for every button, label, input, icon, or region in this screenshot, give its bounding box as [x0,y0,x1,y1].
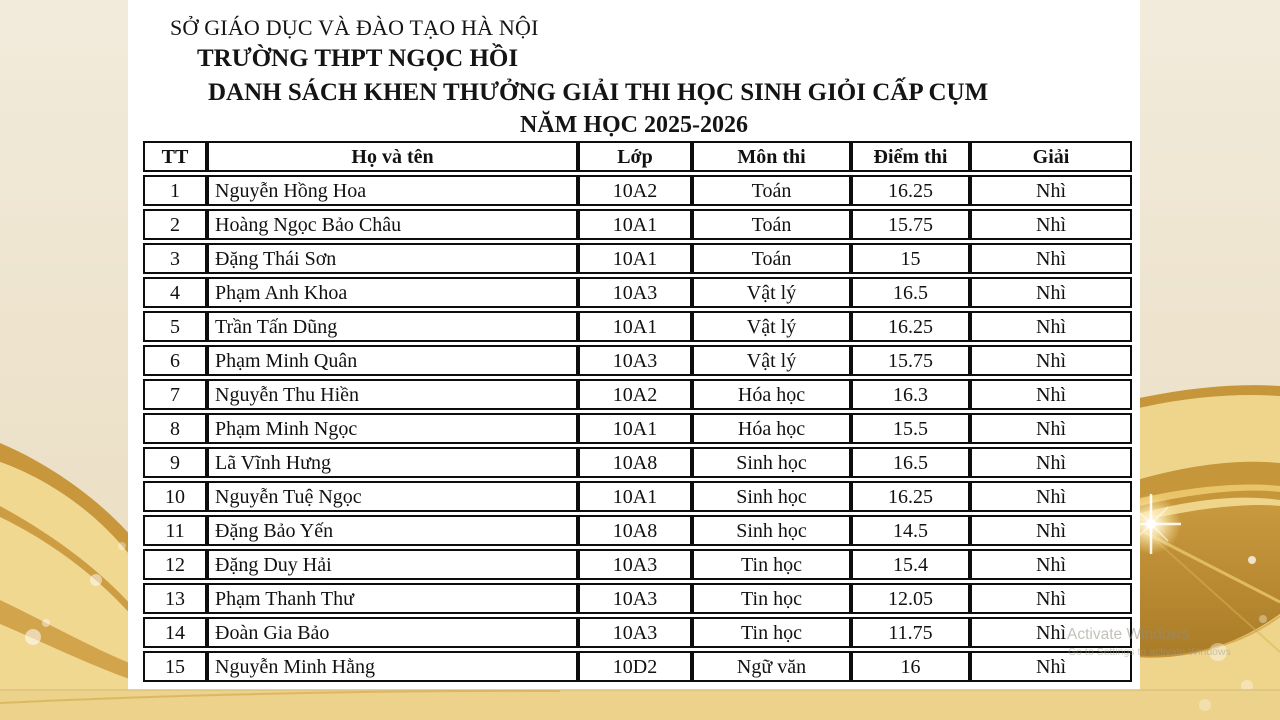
prize-cell: Nhì [970,175,1132,206]
class-cell: 10A8 [578,447,692,478]
table-row [143,345,1132,376]
prize-cell: Nhì [970,651,1132,682]
bottom-gold-band [0,690,1280,720]
bokeh-dot [42,619,50,627]
department-title: SỞ GIÁO DỤC VÀ ĐÀO TẠO HÀ NỘI [170,15,539,40]
subject-cell: Tin học [692,549,851,580]
tt-cell: 11 [143,515,207,546]
score-cell: 16.5 [851,447,970,478]
prize-cell: Nhì [970,549,1132,580]
table-row [143,209,1132,240]
table-row [143,175,1132,206]
table-row [143,447,1132,478]
name-cell: Phạm Thanh Thư [207,583,578,614]
column-header-tt: TT [143,141,207,172]
bokeh-dot [1259,615,1267,623]
class-cell: 10A1 [578,243,692,274]
class-cell: 10A8 [578,515,692,546]
bokeh-dot [25,629,41,645]
tt-cell: 7 [143,379,207,410]
score-cell: 16.25 [851,481,970,512]
subject-cell: Sinh học [692,481,851,512]
bokeh-dot [1209,643,1227,661]
class-cell: 10A3 [578,345,692,376]
table-row [143,243,1132,274]
bokeh-dot [1199,699,1211,711]
name-cell: Phạm Minh Quân [207,345,578,376]
table-row [143,515,1132,546]
bokeh-dot [90,574,102,586]
class-cell: 10A3 [578,549,692,580]
name-cell: Trần Tấn Dũng [207,311,578,342]
tt-cell: 15 [143,651,207,682]
tt-cell: 3 [143,243,207,274]
class-cell: 10D2 [578,651,692,682]
subject-cell: Toán [692,209,851,240]
table-row [143,549,1132,580]
watermark-line1: Activate Windows [1067,626,1190,643]
score-cell: 16.5 [851,277,970,308]
bokeh-dot [1248,556,1256,564]
table-body [143,175,1132,682]
subject-cell: Sinh học [692,515,851,546]
tt-cell: 5 [143,311,207,342]
document-title: DANH SÁCH KHEN THƯỞNG GIẢI THI HỌC SINH GIỎI CẤP CỤM [208,79,989,106]
table-row [143,277,1132,308]
name-cell: Nguyễn Minh Hằng [207,651,578,682]
column-header-class: Lớp [578,141,692,172]
subject-cell: Hóa học [692,413,851,444]
gold-ribbon-decoration-right [1121,385,1280,720]
tt-cell: 13 [143,583,207,614]
name-cell: Đặng Bảo Yến [207,515,578,546]
watermark-line2: Go to Settings to activate Windows [1068,646,1231,658]
prize-cell: Nhì [970,311,1132,342]
table-row [143,617,1132,648]
table-row [143,311,1132,342]
score-cell: 15 [851,243,970,274]
column-header-subject: Môn thi [692,141,851,172]
prize-cell: Nhì [970,277,1132,308]
class-cell: 10A2 [578,379,692,410]
subject-cell: Tin học [692,617,851,648]
subject-cell: Vật lý [692,345,851,376]
score-cell: 15.4 [851,549,970,580]
name-cell: Nguyễn Tuệ Ngọc [207,481,578,512]
prize-cell: Nhì [970,447,1132,478]
table-row [143,651,1132,682]
score-cell: 15.75 [851,345,970,376]
subject-cell: Sinh học [692,447,851,478]
table-header [143,141,1132,172]
subject-cell: Vật lý [692,277,851,308]
name-cell: Nguyễn Hồng Hoa [207,175,578,206]
prize-cell: Nhì [970,379,1132,410]
tt-cell: 1 [143,175,207,206]
prize-cell: Nhì [970,481,1132,512]
score-cell: 15.75 [851,209,970,240]
name-cell: Lã Vĩnh Hưng [207,447,578,478]
score-cell: 16.25 [851,311,970,342]
class-cell: 10A1 [578,413,692,444]
class-cell: 10A2 [578,175,692,206]
prize-cell: Nhì [970,515,1132,546]
name-cell: Nguyễn Thu Hiền [207,379,578,410]
class-cell: 10A3 [578,583,692,614]
tt-cell: 10 [143,481,207,512]
score-cell: 15.5 [851,413,970,444]
score-cell: 16.25 [851,175,970,206]
tt-cell: 2 [143,209,207,240]
column-header-name: Họ và tên [207,141,578,172]
table-row [143,583,1132,614]
awards-table [143,138,1132,685]
score-cell: 12.05 [851,583,970,614]
tt-cell: 9 [143,447,207,478]
prize-cell: Nhì [970,243,1132,274]
column-header-prize: Giải [970,141,1132,172]
table-row [143,379,1132,410]
prize-cell: Nhì [970,345,1132,376]
school-year: NĂM HỌC 2025-2026 [520,112,748,138]
name-cell: Hoàng Ngọc Bảo Châu [207,209,578,240]
subject-cell: Toán [692,243,851,274]
bokeh-dot [118,542,126,550]
school-title: TRƯỜNG THPT NGỌC HỒI [197,45,519,72]
header-row [143,141,1132,172]
name-cell: Phạm Anh Khoa [207,277,578,308]
name-cell: Đoàn Gia Bảo [207,617,578,648]
column-header-score: Điểm thi [851,141,970,172]
score-cell: 16 [851,651,970,682]
name-cell: Phạm Minh Ngọc [207,413,578,444]
subject-cell: Hóa học [692,379,851,410]
tt-cell: 8 [143,413,207,444]
tt-cell: 4 [143,277,207,308]
class-cell: 10A1 [578,481,692,512]
subject-cell: Toán [692,175,851,206]
prize-cell: Nhì [970,617,1132,648]
table-row [143,481,1132,512]
subject-cell: Ngữ văn [692,651,851,682]
table-row [143,413,1132,444]
subject-cell: Tin học [692,583,851,614]
subject-cell: Vật lý [692,311,851,342]
prize-cell: Nhì [970,209,1132,240]
class-cell: 10A1 [578,311,692,342]
tt-cell: 6 [143,345,207,376]
score-cell: 16.3 [851,379,970,410]
name-cell: Đặng Thái Sơn [207,243,578,274]
class-cell: 10A3 [578,277,692,308]
score-cell: 14.5 [851,515,970,546]
tt-cell: 14 [143,617,207,648]
name-cell: Đặng Duy Hải [207,549,578,580]
class-cell: 10A1 [578,209,692,240]
prize-cell: Nhì [970,413,1132,444]
score-cell: 11.75 [851,617,970,648]
prize-cell: Nhì [970,583,1132,614]
class-cell: 10A3 [578,617,692,648]
tt-cell: 12 [143,549,207,580]
